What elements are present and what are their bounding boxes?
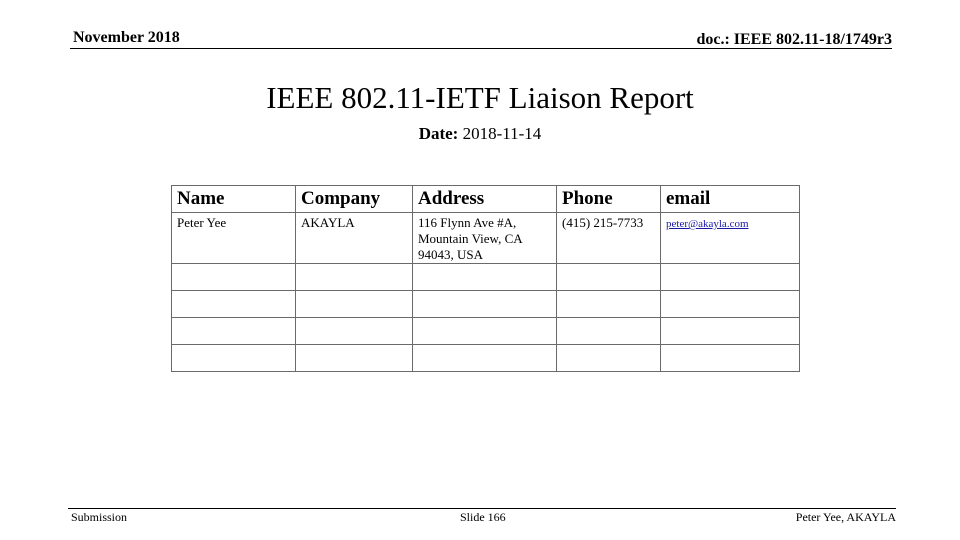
cell-address: 116 Flynn Ave #A, Mountain View, CA 94043, USA [413, 213, 557, 264]
column-header-address: Address [413, 186, 557, 213]
table-row-empty [172, 291, 800, 318]
footer-submission: Submission [71, 510, 128, 524]
footer-author: Peter Yee, AKAYLA [795, 510, 896, 524]
column-header-phone: Phone [557, 186, 661, 213]
footer-slide-number: Slide 166 [460, 510, 506, 524]
footer-rule [68, 508, 896, 509]
table-row-empty [172, 264, 800, 291]
table-header-row [172, 186, 800, 213]
cell-company: AKAYLA [296, 213, 413, 264]
header-doc-id: doc.: IEEE 802.11-18/1749r3 [696, 31, 892, 48]
table-row [172, 213, 800, 264]
column-header-email: email [661, 186, 800, 213]
slide-title: IEEE 802.11-IETF Liaison Report [266, 80, 694, 115]
column-header-company: Company [296, 186, 413, 213]
cell-name: Peter Yee [172, 213, 296, 264]
cell-email [661, 213, 800, 264]
authors-table [171, 185, 800, 372]
date-value: 2018-11-14 [462, 124, 542, 143]
column-header-name: Name [172, 186, 296, 213]
date-line [0, 124, 960, 144]
table-row-empty [172, 345, 800, 372]
date-label: Date: [418, 124, 459, 143]
email-link[interactable]: peter@akayla.com [666, 218, 749, 230]
header-date: November 2018 [73, 29, 180, 46]
cell-phone: (415) 215-7733 [557, 213, 661, 264]
table-row-empty [172, 318, 800, 345]
header-rule [70, 48, 892, 49]
